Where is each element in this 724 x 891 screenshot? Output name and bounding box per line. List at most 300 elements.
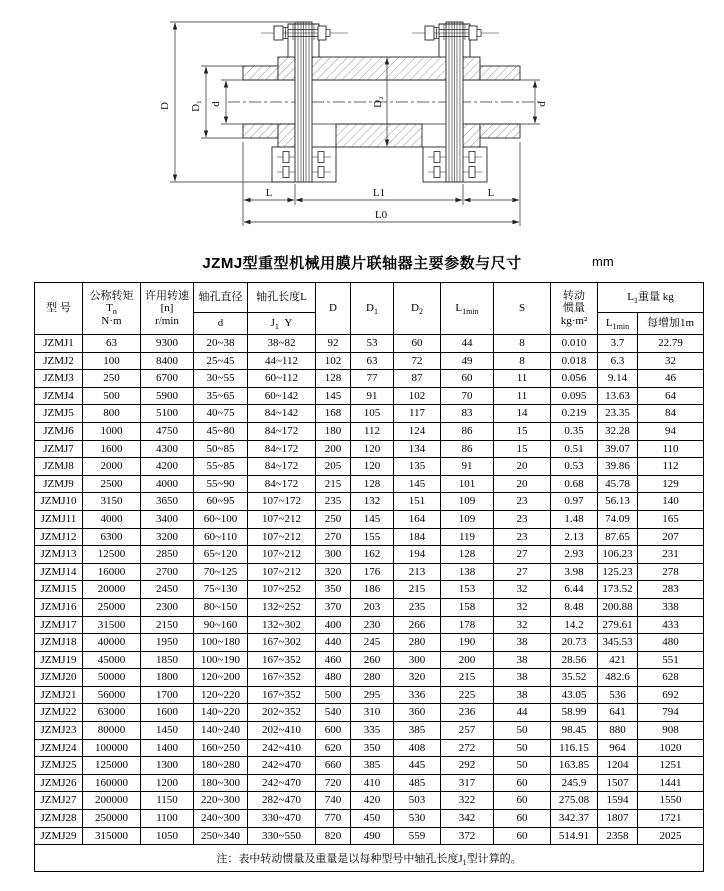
- cell-weight-per-m: 94: [638, 422, 704, 440]
- cell-weight-L1min: 45.78: [598, 475, 638, 493]
- table-body: [35, 335, 704, 845]
- cell-S: 50: [494, 739, 551, 757]
- cell-model: JZMJ25: [35, 757, 83, 775]
- page-title: JZMJ型重型机械用膜片联轴器主要参数与尺寸: [202, 255, 522, 272]
- cell-torque: 63: [83, 335, 141, 353]
- cell-weight-per-m: 165: [638, 510, 704, 528]
- cell-inertia: 0.53: [551, 458, 598, 476]
- cell-speed: 1450: [141, 722, 194, 740]
- cell-speed: 2450: [141, 581, 194, 599]
- cell-D: 168: [316, 405, 351, 423]
- cell-D: 128: [316, 370, 351, 388]
- col-header-bore-diameter: 轴孔直径: [194, 283, 248, 313]
- cell-weight-per-m: 794: [638, 704, 704, 722]
- cell-L1min: 86: [441, 440, 494, 458]
- cell-torque: 25000: [83, 598, 141, 616]
- cell-torque: 45000: [83, 651, 141, 669]
- cell-speed: 3400: [141, 510, 194, 528]
- cell-D1: 145: [351, 510, 394, 528]
- cell-weight-per-m: 231: [638, 546, 704, 564]
- cell-D1: 295: [351, 686, 394, 704]
- cell-S: 32: [494, 581, 551, 599]
- dim-label-L-right: L: [487, 187, 495, 199]
- cell-bore-d: 220~300: [194, 792, 248, 810]
- cell-S: 8: [494, 352, 551, 370]
- cell-D1: 186: [351, 581, 394, 599]
- cell-bore-d: 55~90: [194, 475, 248, 493]
- cell-speed: 2300: [141, 598, 194, 616]
- table-row: [35, 352, 704, 370]
- table-row: [35, 422, 704, 440]
- cell-weight-L1min: 173.52: [598, 581, 638, 599]
- cell-bore-d: 100~190: [194, 651, 248, 669]
- col-header-bore-length: 轴孔长度L: [248, 283, 316, 313]
- cell-weight-L1min: 1204: [598, 757, 638, 775]
- cell-weight-per-m: 908: [638, 722, 704, 740]
- cell-inertia: 3.98: [551, 563, 598, 581]
- cell-inertia: 163.85: [551, 757, 598, 775]
- cell-model: JZMJ8: [35, 458, 83, 476]
- cell-S: 20: [494, 458, 551, 476]
- col-header-model: 型 号: [35, 283, 83, 335]
- cell-D1: 91: [351, 387, 394, 405]
- cell-L1min: 317: [441, 774, 494, 792]
- cell-inertia: 14.2: [551, 616, 598, 634]
- cell-speed: 8400: [141, 352, 194, 370]
- cell-L1min: 178: [441, 616, 494, 634]
- cell-length-L: 107~212: [248, 528, 316, 546]
- cell-inertia: 28.56: [551, 651, 598, 669]
- cell-D1: 112: [351, 422, 394, 440]
- cell-L1min: 109: [441, 510, 494, 528]
- cell-bore-d: 45~80: [194, 422, 248, 440]
- parameters-table: [34, 282, 704, 872]
- cell-model: JZMJ27: [35, 792, 83, 810]
- cell-D: 460: [316, 651, 351, 669]
- cell-torque: 100: [83, 352, 141, 370]
- cell-S: 50: [494, 757, 551, 775]
- cell-inertia: 116.15: [551, 739, 598, 757]
- cell-weight-per-m: 1721: [638, 810, 704, 828]
- cell-S: 15: [494, 440, 551, 458]
- cell-weight-L1min: 536: [598, 686, 638, 704]
- cell-weight-per-m: 433: [638, 616, 704, 634]
- cell-weight-L1min: 125.23: [598, 563, 638, 581]
- cell-speed: 2700: [141, 563, 194, 581]
- cell-length-L: 132~252: [248, 598, 316, 616]
- cell-S: 60: [494, 792, 551, 810]
- col-header-L1min: $L_{1min}$: [441, 283, 494, 335]
- cell-speed: 1300: [141, 757, 194, 775]
- cell-weight-L1min: 6.3: [598, 352, 638, 370]
- cell-L1min: 190: [441, 634, 494, 652]
- col-header-D2: $D_2$: [394, 283, 441, 335]
- cell-L1min: 91: [441, 458, 494, 476]
- cell-torque: 100000: [83, 739, 141, 757]
- cell-bore-d: 160~250: [194, 739, 248, 757]
- col-header-speed: 许用转速 [n] r/min: [141, 283, 194, 335]
- cell-model: JZMJ19: [35, 651, 83, 669]
- cell-weight-L1min: 13.63: [598, 387, 638, 405]
- cell-bore-d: 240~300: [194, 810, 248, 828]
- cell-D: 270: [316, 528, 351, 546]
- cell-weight-per-m: 2025: [638, 827, 704, 845]
- cell-model: JZMJ17: [35, 616, 83, 634]
- cell-model: JZMJ21: [35, 686, 83, 704]
- cell-D1: 490: [351, 827, 394, 845]
- coupling-technical-drawing: [150, 0, 560, 245]
- cell-D2: 213: [394, 563, 441, 581]
- cell-S: 50: [494, 722, 551, 740]
- cell-weight-per-m: 283: [638, 581, 704, 599]
- col-header-D: D: [316, 283, 351, 335]
- cell-length-L: 242~410: [248, 739, 316, 757]
- cell-length-L: 84~172: [248, 475, 316, 493]
- cell-D: 350: [316, 581, 351, 599]
- cell-torque: 160000: [83, 774, 141, 792]
- cell-length-L: 282~470: [248, 792, 316, 810]
- cell-speed: 1200: [141, 774, 194, 792]
- cell-length-L: 107~212: [248, 510, 316, 528]
- cell-L1min: 60: [441, 370, 494, 388]
- cell-length-L: 167~302: [248, 634, 316, 652]
- cell-weight-L1min: 1594: [598, 792, 638, 810]
- cell-D1: 63: [351, 352, 394, 370]
- cell-L1min: 272: [441, 739, 494, 757]
- cell-weight-per-m: 32: [638, 352, 704, 370]
- cell-weight-per-m: 112: [638, 458, 704, 476]
- cell-inertia: 0.056: [551, 370, 598, 388]
- cell-weight-L1min: 421: [598, 651, 638, 669]
- col-header-J1-Y: $J_1$ Y: [248, 313, 316, 335]
- cell-L1min: 236: [441, 704, 494, 722]
- cell-length-L: 167~352: [248, 669, 316, 687]
- cell-S: 38: [494, 686, 551, 704]
- cell-speed: 1950: [141, 634, 194, 652]
- cell-model: JZMJ6: [35, 422, 83, 440]
- cell-D1: 77: [351, 370, 394, 388]
- cell-D2: 135: [394, 458, 441, 476]
- cell-D: 540: [316, 704, 351, 722]
- cell-D1: 450: [351, 810, 394, 828]
- cell-weight-per-m: 129: [638, 475, 704, 493]
- cell-torque: 3150: [83, 493, 141, 511]
- cell-torque: 1600: [83, 440, 141, 458]
- cell-torque: 250: [83, 370, 141, 388]
- cell-length-L: 167~352: [248, 686, 316, 704]
- table-row: [35, 458, 704, 476]
- cell-D: 370: [316, 598, 351, 616]
- cell-D: 820: [316, 827, 351, 845]
- cell-weight-L1min: 74.09: [598, 510, 638, 528]
- cell-D1: 53: [351, 335, 394, 353]
- cell-weight-L1min: 9.14: [598, 370, 638, 388]
- cell-D: 500: [316, 686, 351, 704]
- cell-weight-per-m: 64: [638, 387, 704, 405]
- cell-torque: 125000: [83, 757, 141, 775]
- cell-inertia: 6.44: [551, 581, 598, 599]
- cell-speed: 1400: [141, 739, 194, 757]
- cell-D2: 164: [394, 510, 441, 528]
- cell-torque: 2000: [83, 458, 141, 476]
- cell-inertia: 58.99: [551, 704, 598, 722]
- cell-weight-per-m: 1441: [638, 774, 704, 792]
- cell-D: 720: [316, 774, 351, 792]
- cell-weight-L1min: 200.88: [598, 598, 638, 616]
- cell-L1min: 70: [441, 387, 494, 405]
- cell-weight-per-m: 1251: [638, 757, 704, 775]
- table-row: [35, 757, 704, 775]
- cell-inertia: 0.095: [551, 387, 598, 405]
- cell-model: JZMJ26: [35, 774, 83, 792]
- cell-weight-per-m: 692: [638, 686, 704, 704]
- dim-label-D1: D₁: [190, 100, 202, 112]
- cell-torque: 80000: [83, 722, 141, 740]
- cell-D: 600: [316, 722, 351, 740]
- cell-length-L: 202~410: [248, 722, 316, 740]
- cell-weight-L1min: 3.7: [598, 335, 638, 353]
- cell-bore-d: 60~110: [194, 528, 248, 546]
- cell-model: JZMJ5: [35, 405, 83, 423]
- table-row: [35, 387, 704, 405]
- dim-label-D2: D₂: [372, 96, 384, 108]
- cell-D1: 310: [351, 704, 394, 722]
- cell-speed: 1850: [141, 651, 194, 669]
- cell-D2: 184: [394, 528, 441, 546]
- cell-weight-L1min: 279.61: [598, 616, 638, 634]
- cell-inertia: 245.9: [551, 774, 598, 792]
- cell-D2: 117: [394, 405, 441, 423]
- cell-D1: 120: [351, 440, 394, 458]
- cell-D: 300: [316, 546, 351, 564]
- cell-D1: 155: [351, 528, 394, 546]
- cell-D1: 132: [351, 493, 394, 511]
- cell-weight-L1min: 1507: [598, 774, 638, 792]
- cell-speed: 1700: [141, 686, 194, 704]
- cell-speed: 1050: [141, 827, 194, 845]
- cell-D: 320: [316, 563, 351, 581]
- cell-D2: 87: [394, 370, 441, 388]
- col-header-weight-per-m: 每增加1m: [638, 313, 704, 335]
- cell-L1min: 153: [441, 581, 494, 599]
- cell-bore-d: 140~240: [194, 722, 248, 740]
- cell-weight-per-m: 480: [638, 634, 704, 652]
- cell-bore-d: 180~300: [194, 774, 248, 792]
- cell-D1: 105: [351, 405, 394, 423]
- cell-model: JZMJ12: [35, 528, 83, 546]
- cell-weight-L1min: 964: [598, 739, 638, 757]
- table-row: [35, 598, 704, 616]
- cell-bore-d: 50~85: [194, 440, 248, 458]
- cell-S: 23: [494, 528, 551, 546]
- cell-speed: 2850: [141, 546, 194, 564]
- cell-length-L: 84~142: [248, 405, 316, 423]
- cell-inertia: 275.08: [551, 792, 598, 810]
- cell-bore-d: 35~65: [194, 387, 248, 405]
- cell-speed: 4000: [141, 475, 194, 493]
- table-row: [35, 704, 704, 722]
- cell-length-L: 38~82: [248, 335, 316, 353]
- cell-model: JZMJ24: [35, 739, 83, 757]
- dim-label-D: D: [159, 102, 171, 110]
- cell-L1min: 109: [441, 493, 494, 511]
- dim-label-d-left: d: [210, 101, 222, 107]
- cell-weight-L1min: 880: [598, 722, 638, 740]
- cell-torque: 16000: [83, 563, 141, 581]
- cell-D: 440: [316, 634, 351, 652]
- cell-D1: 385: [351, 757, 394, 775]
- cell-L1min: 215: [441, 669, 494, 687]
- table-row: [35, 792, 704, 810]
- cell-weight-per-m: 278: [638, 563, 704, 581]
- cell-model: JZMJ10: [35, 493, 83, 511]
- cell-torque: 40000: [83, 634, 141, 652]
- cell-length-L: 107~212: [248, 546, 316, 564]
- cell-bore-d: 60~95: [194, 493, 248, 511]
- cell-inertia: 0.97: [551, 493, 598, 511]
- cell-torque: 500: [83, 387, 141, 405]
- diaphragm-pack-right: [446, 22, 463, 182]
- cell-D2: 300: [394, 651, 441, 669]
- table-row: [35, 686, 704, 704]
- cell-D1: 410: [351, 774, 394, 792]
- cell-L1min: 342: [441, 810, 494, 828]
- table-row: [35, 739, 704, 757]
- table-row: [35, 616, 704, 634]
- table-note: 注：表中转动惯量及重量是以每种型号中轴孔长度$J_1$型计算的。: [35, 845, 704, 872]
- cell-model: JZMJ29: [35, 827, 83, 845]
- cell-D2: 320: [394, 669, 441, 687]
- cell-L1min: 138: [441, 563, 494, 581]
- cell-bore-d: 180~280: [194, 757, 248, 775]
- cell-L1min: 158: [441, 598, 494, 616]
- cell-S: 15: [494, 422, 551, 440]
- cell-length-L: 107~252: [248, 581, 316, 599]
- cell-model: JZMJ14: [35, 563, 83, 581]
- cell-weight-L1min: 482.6: [598, 669, 638, 687]
- cell-bore-d: 60~100: [194, 510, 248, 528]
- cell-inertia: 8.48: [551, 598, 598, 616]
- cell-speed: 3650: [141, 493, 194, 511]
- cell-weight-per-m: 1020: [638, 739, 704, 757]
- cell-torque: 2500: [83, 475, 141, 493]
- cell-L1min: 44: [441, 335, 494, 353]
- cell-S: 60: [494, 774, 551, 792]
- table-row: [35, 475, 704, 493]
- cell-S: 44: [494, 704, 551, 722]
- cell-D2: 134: [394, 440, 441, 458]
- col-header-d: d: [194, 313, 248, 335]
- cell-bore-d: 120~200: [194, 669, 248, 687]
- cell-weight-L1min: 39.07: [598, 440, 638, 458]
- cell-bore-d: 90~160: [194, 616, 248, 634]
- dim-label-L1: L1: [372, 187, 386, 199]
- cell-weight-L1min: 23.35: [598, 405, 638, 423]
- cell-S: 23: [494, 493, 551, 511]
- cell-D1: 350: [351, 739, 394, 757]
- cell-D: 770: [316, 810, 351, 828]
- cell-L1min: 225: [441, 686, 494, 704]
- cell-inertia: 1.48: [551, 510, 598, 528]
- cell-L1min: 372: [441, 827, 494, 845]
- cell-inertia: 514.91: [551, 827, 598, 845]
- cell-torque: 200000: [83, 792, 141, 810]
- cell-L1min: 86: [441, 422, 494, 440]
- cell-speed: 9300: [141, 335, 194, 353]
- cell-inertia: 43.05: [551, 686, 598, 704]
- cell-bore-d: 120~220: [194, 686, 248, 704]
- cell-model: JZMJ1: [35, 335, 83, 353]
- cell-D1: 128: [351, 475, 394, 493]
- table-row: [35, 651, 704, 669]
- cell-weight-L1min: 56.13: [598, 493, 638, 511]
- col-header-inertia: 转动 惯量 kg·m²: [551, 283, 598, 335]
- table-row: [35, 774, 704, 792]
- cell-D1: 335: [351, 722, 394, 740]
- cell-torque: 4000: [83, 510, 141, 528]
- cell-D1: 245: [351, 634, 394, 652]
- cell-inertia: 2.13: [551, 528, 598, 546]
- cell-speed: 4300: [141, 440, 194, 458]
- cell-L1min: 292: [441, 757, 494, 775]
- cell-bore-d: 40~75: [194, 405, 248, 423]
- cell-S: 27: [494, 563, 551, 581]
- cell-S: 8: [494, 335, 551, 353]
- cell-S: 23: [494, 510, 551, 528]
- cell-torque: 56000: [83, 686, 141, 704]
- cell-D2: 408: [394, 739, 441, 757]
- cell-D: 200: [316, 440, 351, 458]
- cell-D2: 385: [394, 722, 441, 740]
- cell-D2: 235: [394, 598, 441, 616]
- cell-length-L: 202~352: [248, 704, 316, 722]
- table-row: [35, 335, 704, 353]
- table-row: [35, 510, 704, 528]
- cell-weight-per-m: 628: [638, 669, 704, 687]
- cell-inertia: 2.93: [551, 546, 598, 564]
- table-row: [35, 405, 704, 423]
- cell-speed: 5900: [141, 387, 194, 405]
- cell-length-L: 242~470: [248, 757, 316, 775]
- cell-length-L: 84~172: [248, 458, 316, 476]
- cell-weight-per-m: 551: [638, 651, 704, 669]
- cell-bore-d: 80~150: [194, 598, 248, 616]
- cell-length-L: 132~302: [248, 616, 316, 634]
- cell-D: 620: [316, 739, 351, 757]
- cell-length-L: 60~142: [248, 387, 316, 405]
- cell-weight-L1min: 106.23: [598, 546, 638, 564]
- cell-weight-per-m: 338: [638, 598, 704, 616]
- cell-L1min: 119: [441, 528, 494, 546]
- cell-bore-d: 55~85: [194, 458, 248, 476]
- cell-length-L: 330~550: [248, 827, 316, 845]
- cell-model: JZMJ9: [35, 475, 83, 493]
- cell-weight-per-m: 46: [638, 370, 704, 388]
- cell-speed: 1600: [141, 704, 194, 722]
- cell-D2: 336: [394, 686, 441, 704]
- cell-inertia: 0.010: [551, 335, 598, 353]
- cell-inertia: 0.51: [551, 440, 598, 458]
- cell-model: JZMJ2: [35, 352, 83, 370]
- cell-S: 32: [494, 616, 551, 634]
- cell-L1min: 200: [441, 651, 494, 669]
- cell-model: JZMJ11: [35, 510, 83, 528]
- cell-model: JZMJ13: [35, 546, 83, 564]
- cell-D2: 503: [394, 792, 441, 810]
- cell-D: 215: [316, 475, 351, 493]
- cell-S: 11: [494, 370, 551, 388]
- cell-length-L: 107~172: [248, 493, 316, 511]
